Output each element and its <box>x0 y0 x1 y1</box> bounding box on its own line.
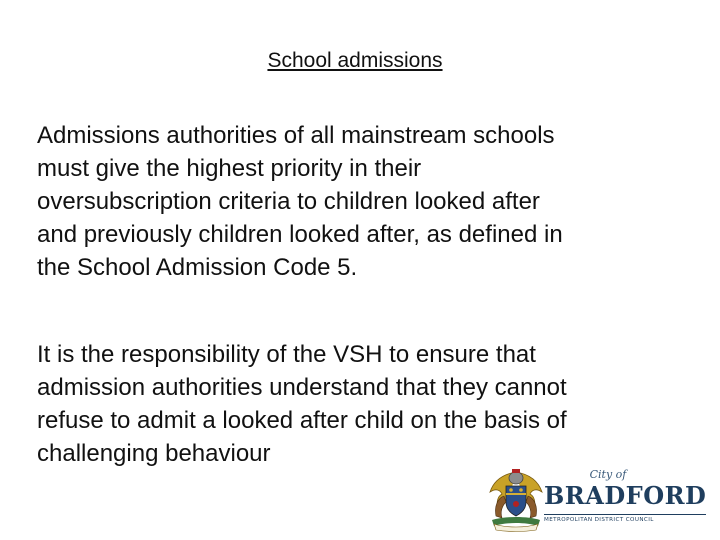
paragraph-vsh-responsibility: It is the responsibility of the VSH to ensure that admission authorities understand that they cannot refuse to admit a looked after child on the basis of challenging behaviour <box>37 341 567 467</box>
paragraph-admissions-priority: Admissions authorities of all mainstream schools must give the highest priority in their oversubscription criteria to children looked after and previously children looked after, as defined in the School Admission Code 5. <box>37 122 563 281</box>
logo-city-text: City of <box>589 468 627 481</box>
slide-title: School admissions <box>267 49 443 72</box>
bradford-council-logo <box>486 466 708 532</box>
logo-subtitle-text: METROPOLITAN DISTRICT COUNCIL <box>544 514 706 523</box>
logo-brand-text: BRADFORD <box>544 481 707 510</box>
coat-of-arms-icon <box>486 466 546 532</box>
